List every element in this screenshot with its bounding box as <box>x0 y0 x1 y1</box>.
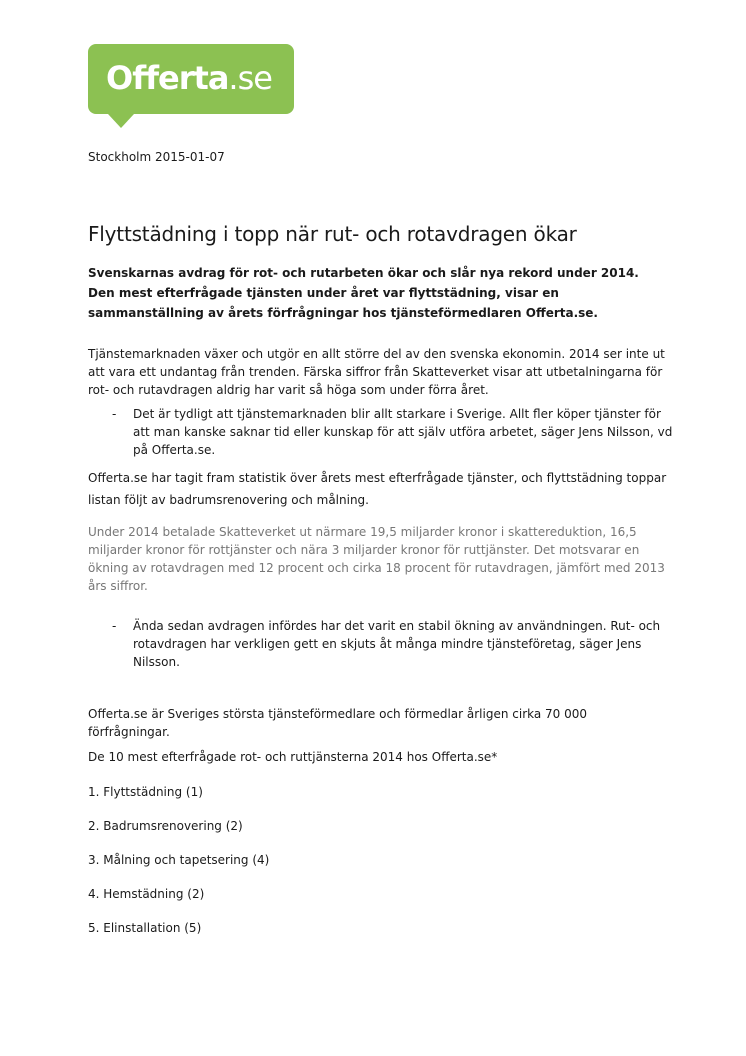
list-item: 1. Flyttstädning (1) <box>88 785 203 799</box>
quote-dash: - <box>112 407 117 421</box>
quote-dash: - <box>112 619 117 633</box>
logo-speech-tail <box>108 114 134 128</box>
quote-text: Det är tydligt att tjänstemarknaden blir allt starkare i Sverige. Allt fler köper tjänster för att man kanske saknar tid eller kunskap för att själv utföra arbetet, säger Jens Nilsson, vd på Offerta.se. <box>133 407 673 457</box>
list-heading: De 10 mest efterfrågade rot- och ruttjänsterna 2014 hos Offerta.se* <box>88 750 498 764</box>
body-paragraph-3: Under 2014 betalade Skatteverket ut närmare 19,5 miljarder kronor i skattereduktion, 16,5 miljarder kronor för rottjänster och nära 3 miljarder kronor för ruttjänster. Det motsvarar en ökning av rotavdragen med 12 procent och cirka 18 procent för rutavdragen, jämfört med 2013 års siffror. <box>88 525 665 593</box>
offerta-logo <box>88 44 294 114</box>
list-item: 5. Elinstallation (5) <box>88 921 202 935</box>
list-item: 2. Badrumsrenovering (2) <box>88 819 243 833</box>
body-paragraph-1: Tjänstemarknaden växer och utgör en allt större del av den svenska ekonomin. 2014 ser inte ut att vara ett undantag från trenden. Färska siffror från Skatteverket visar att utbetalningarna för rot- och rutavdragen aldrig har varit så höga som under förra året. <box>88 347 665 397</box>
list-item: 3. Målning och tapetsering (4) <box>88 853 270 867</box>
list-item: 4. Hemstädning (2) <box>88 887 205 901</box>
body-paragraph-2: Offerta.se har tagit fram statistik över årets mest efterfrågade tjänster, och flyttstädning toppar listan följt av badrumsrenovering och målning. <box>88 471 667 507</box>
logo-text <box>106 56 272 100</box>
lead-paragraph: Svenskarnas avdrag för rot- och rutarbeten ökar och slår nya rekord under 2014. Den mest efterfrågade tjänsten under året var flyttstädning, visar en sammanställning av årets förfrågningar hos tjänsteförmedlaren Offerta.se. <box>88 266 639 320</box>
quote-text: Ända sedan avdragen infördes har det varit en stabil ökning av användningen. Rut- och rotavdragen har verkligen gett en skjuts åt många mindre tjänsteföretag, säger Jens Nilsson. <box>133 619 661 669</box>
body-paragraph-4: Offerta.se är Sveriges största tjänsteförmedlare och förmedlar årligen cirka 70 000 förfrågningar. <box>88 707 588 739</box>
page-title: Flyttstädning i topp när rut- och rotavdragen ökar <box>88 222 577 246</box>
logo-main-text: Offerta <box>106 59 229 97</box>
dateline: Stockholm 2015-01-07 <box>88 150 225 164</box>
logo-suffix-text: .se <box>228 59 272 97</box>
